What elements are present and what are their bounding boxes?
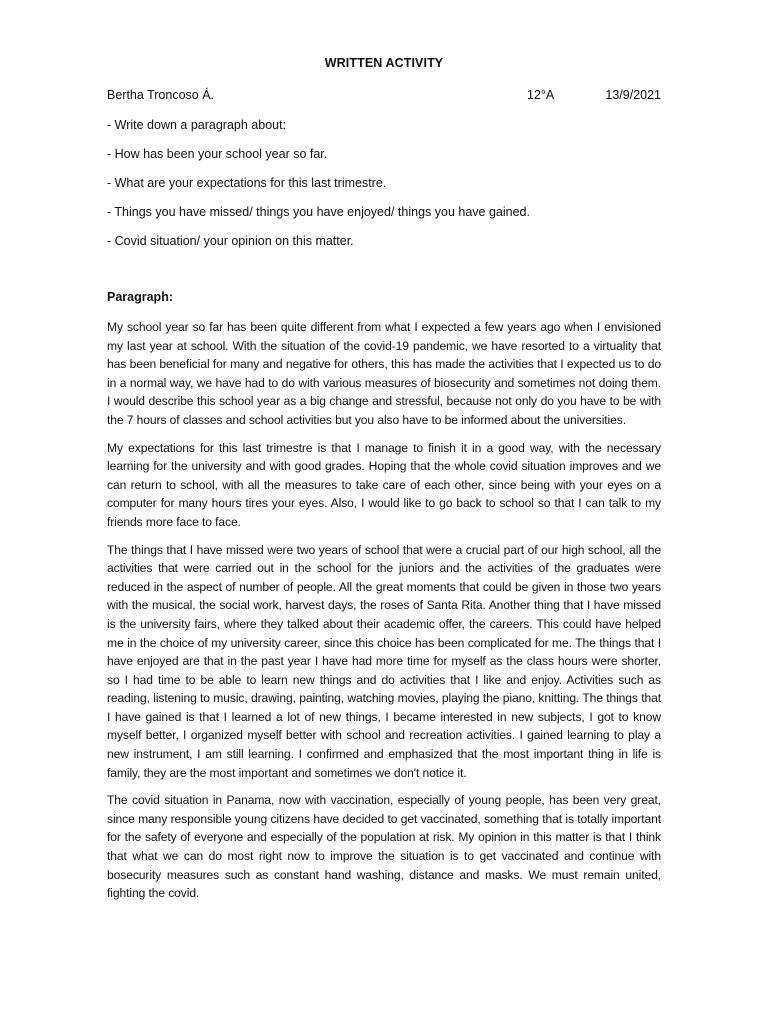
prompt-item: - Write down a paragraph about: — [107, 118, 287, 132]
document-date: 13/9/2021 — [605, 88, 661, 102]
essay-paragraph: My expectations for this last trimestre is that I manage to finish it in a good way, with the necessary learning for the university and with good grades. Hoping that the whole covid situation improves and we can return to school, with all the measures to take care of each other, since being with your eyes on a computer for many hours tires your eyes. Also, I would like to go back to school so that I can talk to my friends more face to face. — [107, 440, 661, 529]
prompt-item: - Things you have missed/ things you have enjoyed/ things you have gained. — [107, 205, 530, 219]
document-title: WRITTEN ACTIVITY — [324, 56, 444, 70]
prompt-list — [107, 117, 661, 262]
student-grade: 12°A — [527, 88, 555, 102]
essay-paragraph: The things that I have missed were two years of school that were a crucial part of our high school, all the activities that were carried out in the school for the juniors and the activities of the graduates were reduced in the aspect of number of people. All the great moments that could be given in those two years with the musical, the social work, harvest days, the roses of Santa Rita. Another thing that I have missed is the university fairs, where they talked about their academic offer, the careers. This could have helped me in the choice of my university career, since this choice has been complicated for me. The things that I have enjoyed are that in the past year I have had more time for myself as the class hours were shorter, so I had time to be able to learn new things and do activities that I like and enjoy. Activities such as reading, listening to music, drawing, painting, watching movies, playing the piano, knitting. The things that I have gained is that I learned a lot of new things, I became interested in new subjects, I got to know myself better, I organized myself better with school and recreation activities. I gained learning to play a new instrument, I am still learning. I confirmed and emphasized that the most important thing in life is family, they are the most important and sometimes we don't notice it. — [107, 542, 661, 780]
student-info-row — [107, 88, 661, 106]
student-name: Bertha Troncoso Á. — [107, 88, 215, 102]
paragraph-heading: Paragraph: — [107, 290, 173, 304]
essay-paragraph: The covid situation in Panama, now with vaccination, especially of young people, has been very great, since many responsible young citizens have decided to get vaccinated, something that is totally important for the safety of everyone and especially of the population at risk. My opinion in this matter is that I think that what we can do most right now to improve the situation is to get vaccinated and continue with bosecurity measures such as constant hand washing, distance and masks. We must remain united, fighting the covid. — [107, 793, 661, 901]
prompt-item: - How has been your school year so far. — [107, 147, 328, 161]
essay-paragraph: My school year so far has been quite different from what I expected a few years ago when I envisioned my last year at school. With the situation of the covid-19 pandemic, we have resorted to a virtuality that has been beneficial for many and negative for others, this has made the activities that I expected us to do in a normal way, we have had to do with various measures of biosecurity and sometimes not doing them. I would describe this school year as a big change and stressful, because not only do you have to be with the 7 hours of classes and school activities but you also have to be informed about the universities. — [107, 320, 661, 427]
prompt-item: - What are your expectations for this last trimestre. — [107, 176, 387, 190]
essay-body — [107, 318, 661, 912]
prompt-item: - Covid situation/ your opinion on this matter. — [107, 234, 354, 248]
